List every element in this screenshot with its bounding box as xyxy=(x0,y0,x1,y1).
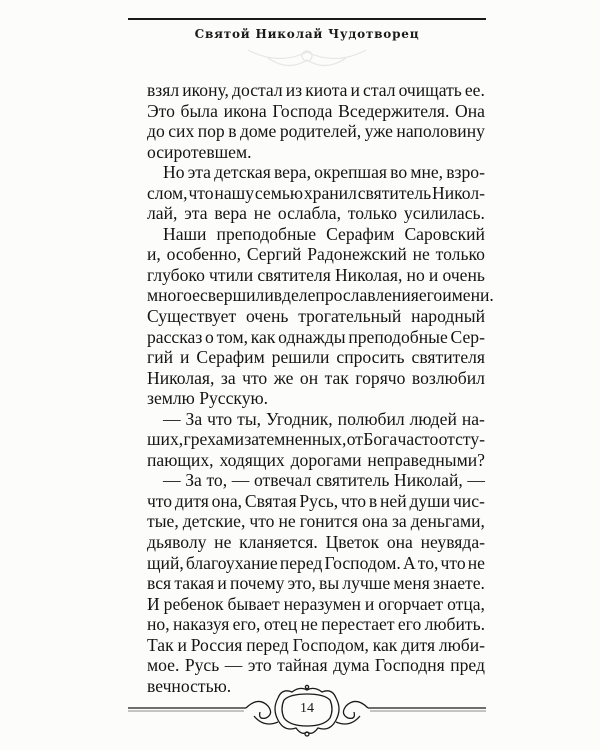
word: неправедными? xyxy=(367,449,485,470)
word: что xyxy=(249,511,275,532)
word: но xyxy=(406,264,425,285)
text-line xyxy=(147,594,485,615)
header-title: Святой Николай Чудотворец xyxy=(194,27,420,41)
word: отвечал xyxy=(253,470,312,491)
word: вера xyxy=(214,203,247,224)
text-line xyxy=(147,162,485,183)
word: то, xyxy=(206,470,228,491)
word: ее. xyxy=(464,80,485,100)
word: многое xyxy=(147,285,200,306)
word: ших, xyxy=(147,429,184,450)
word: щий, xyxy=(147,552,184,573)
word: но, xyxy=(147,614,170,635)
word: Русь xyxy=(184,655,220,676)
text-line xyxy=(147,80,485,101)
header-rule xyxy=(128,18,486,20)
text-line xyxy=(147,655,485,676)
word: что xyxy=(207,408,233,429)
word: и xyxy=(180,347,190,368)
word: только xyxy=(435,244,485,265)
word: отец xyxy=(263,614,298,635)
word: такая xyxy=(174,573,215,594)
word: и xyxy=(217,573,227,594)
word: Николая, xyxy=(147,367,215,388)
word: огорчает xyxy=(378,593,444,614)
word: Но xyxy=(163,162,185,183)
word: За xyxy=(185,470,202,491)
word: не xyxy=(278,511,296,532)
word: семью xyxy=(254,182,303,203)
text-line xyxy=(147,203,485,224)
word: пор xyxy=(197,121,225,142)
word: лучше xyxy=(342,573,391,594)
text-line xyxy=(147,614,485,635)
word: что xyxy=(188,182,214,203)
text-line xyxy=(147,511,485,532)
word: меня xyxy=(393,573,430,594)
word: любить. xyxy=(424,614,485,635)
word: уже xyxy=(364,121,393,142)
word: том, xyxy=(216,326,249,347)
word: Никол- xyxy=(431,182,485,203)
word: святителя xyxy=(257,264,331,285)
text-line xyxy=(147,573,485,594)
word: дитя xyxy=(174,490,209,511)
word: деле xyxy=(282,285,316,306)
word: вера, xyxy=(273,162,311,183)
word: во xyxy=(390,162,408,183)
word: — xyxy=(467,470,485,491)
text-line: землю Русскую. xyxy=(147,388,269,409)
text-line xyxy=(147,470,485,491)
word: ты, xyxy=(237,408,262,429)
word: о xyxy=(205,326,214,347)
word: прославления xyxy=(315,285,419,306)
word: икона xyxy=(223,100,267,121)
word: наполовину xyxy=(396,121,485,142)
word: Наши xyxy=(163,223,207,244)
page-footer xyxy=(128,684,486,740)
word: и, xyxy=(147,244,161,265)
word: благоухание xyxy=(185,552,278,573)
word: святитель xyxy=(316,470,390,491)
word: Саровский xyxy=(404,223,485,244)
word: перед xyxy=(279,552,323,573)
word: родителей, xyxy=(279,121,362,142)
text-line xyxy=(147,429,485,450)
word: стал xyxy=(363,80,396,100)
word: Угодник, xyxy=(266,408,333,429)
text-line xyxy=(147,450,485,471)
word: на- xyxy=(461,408,485,429)
word: гонится xyxy=(299,511,358,532)
word: дитя xyxy=(401,634,436,655)
word: Святая xyxy=(244,490,297,511)
word: он xyxy=(299,367,319,388)
word: слом, xyxy=(147,182,188,203)
word: отсту- xyxy=(438,429,485,450)
word: не xyxy=(253,203,272,224)
word: очищать xyxy=(398,80,462,100)
text-line xyxy=(147,224,485,245)
word: пред xyxy=(450,655,485,676)
word: хранил xyxy=(303,182,357,203)
header-ornament-icon xyxy=(128,44,486,76)
word: его xyxy=(418,285,443,306)
word: икону, xyxy=(182,80,229,100)
text-line xyxy=(147,635,485,656)
word: Существует xyxy=(147,306,237,327)
word: Бога xyxy=(363,429,398,450)
word: народный xyxy=(411,306,485,327)
word: же xyxy=(273,367,294,388)
word: особенно, xyxy=(166,244,242,265)
word: Вседержителя. xyxy=(338,100,450,121)
word: в xyxy=(368,490,378,511)
word: усилилась. xyxy=(403,203,485,224)
word: так xyxy=(324,367,349,388)
word: это, xyxy=(287,573,316,594)
word: и xyxy=(350,80,360,100)
word: и xyxy=(428,264,439,285)
body-text xyxy=(147,80,494,696)
text-line xyxy=(147,306,485,327)
word: очень xyxy=(442,264,485,285)
word: Николай, xyxy=(394,470,463,491)
word: — xyxy=(163,470,181,491)
word: не xyxy=(467,552,485,573)
word: преподобные xyxy=(348,326,448,347)
page-number: 14 xyxy=(300,701,314,716)
word: затемненных, xyxy=(244,429,347,450)
word: знаете. xyxy=(433,573,485,594)
word: и xyxy=(177,634,187,655)
text-line xyxy=(147,285,494,306)
word: решили xyxy=(271,347,330,368)
word: Господом. xyxy=(324,552,401,573)
word: как xyxy=(250,326,276,347)
word: И xyxy=(147,593,160,614)
word: это xyxy=(247,655,272,676)
word: возлюбил xyxy=(411,367,485,388)
word: однажды xyxy=(278,326,346,347)
word: ней xyxy=(380,490,407,511)
word: А xyxy=(402,552,416,573)
word: была xyxy=(180,100,218,121)
text-line xyxy=(147,368,485,389)
word: в xyxy=(273,285,283,306)
word: тые, xyxy=(147,511,179,532)
word: нашу xyxy=(214,182,254,203)
word: тайная xyxy=(277,655,328,676)
word: деньгами, xyxy=(410,511,485,532)
word: от xyxy=(346,429,363,450)
text-line xyxy=(147,101,485,122)
word: неразумен xyxy=(283,593,361,614)
word: Господня xyxy=(374,655,445,676)
word: что xyxy=(242,367,268,388)
word: детская xyxy=(214,162,271,183)
word: ребенок xyxy=(163,593,224,614)
word: только xyxy=(347,203,398,224)
word: не xyxy=(214,532,232,553)
word: имени. xyxy=(442,285,494,306)
text-line xyxy=(147,532,485,553)
word: окрепшая xyxy=(314,162,387,183)
word: святителя xyxy=(411,347,485,368)
word: За xyxy=(185,408,203,429)
word: очень xyxy=(245,306,289,327)
word: эта xyxy=(187,162,211,183)
word: Так xyxy=(147,634,174,655)
word: взял xyxy=(147,80,180,100)
word: Серафим xyxy=(326,223,395,244)
word: людей xyxy=(409,408,457,429)
word: отца, xyxy=(447,593,485,614)
word: Цветок xyxy=(325,532,380,553)
word: Это xyxy=(147,100,175,121)
word: она xyxy=(386,532,413,553)
word: неувяда- xyxy=(420,532,485,553)
word: как xyxy=(372,634,398,655)
word: достал xyxy=(232,80,283,100)
word: Русь, xyxy=(299,490,339,511)
word: часто xyxy=(397,429,439,450)
word: свершили xyxy=(199,285,274,306)
word: доме xyxy=(239,121,277,142)
word: пающих, xyxy=(147,449,214,470)
word: в xyxy=(228,121,237,142)
word: за xyxy=(220,367,236,388)
word: гий xyxy=(147,347,174,368)
word: — xyxy=(163,408,181,429)
word: не xyxy=(412,244,430,265)
word: полюбил xyxy=(337,408,405,429)
text-line: вечностью. xyxy=(147,675,232,696)
word: кланяется. xyxy=(239,532,318,553)
word: из xyxy=(285,80,303,100)
word: Господа xyxy=(272,100,333,121)
word: мое. xyxy=(147,655,180,676)
word: вы xyxy=(319,573,340,594)
word: рассказ xyxy=(147,326,203,347)
word: дума xyxy=(333,655,370,676)
text-line xyxy=(147,121,485,142)
text-line xyxy=(147,409,485,430)
running-header xyxy=(128,18,486,76)
text-line xyxy=(147,265,485,286)
text-line xyxy=(147,244,485,265)
word: Россия xyxy=(190,634,243,655)
word: ходящих xyxy=(219,449,285,470)
word: сих xyxy=(168,121,195,142)
word: Серафим xyxy=(196,347,265,368)
word: до xyxy=(147,121,165,142)
text-line xyxy=(147,491,485,512)
word: глубоко xyxy=(147,264,205,285)
word: Радонежский xyxy=(307,244,407,265)
word: его xyxy=(397,614,422,635)
word: что xyxy=(147,490,173,511)
word: — xyxy=(224,655,243,676)
word: дорогами xyxy=(290,449,362,470)
word: чтили xyxy=(209,264,254,285)
word: перестает xyxy=(321,614,395,635)
text-line xyxy=(147,327,485,348)
word: она, xyxy=(211,490,243,511)
text-line xyxy=(147,553,485,574)
word: наказуя xyxy=(172,614,230,635)
word: горячо xyxy=(355,367,406,388)
word: киота xyxy=(305,80,348,100)
word: что xyxy=(440,552,466,573)
word: Она xyxy=(455,100,485,121)
text-line xyxy=(147,347,485,368)
text-line: осиротевшем. xyxy=(147,141,252,162)
word: то, xyxy=(417,552,439,573)
word: почему xyxy=(230,573,285,594)
word: ослабла, xyxy=(277,203,341,224)
word: люби- xyxy=(438,634,485,655)
word: его, xyxy=(232,614,261,635)
word: святитель xyxy=(357,182,432,203)
word: перед xyxy=(246,634,289,655)
word: чис- xyxy=(452,490,485,511)
word: трогательный xyxy=(298,306,402,327)
word: за xyxy=(391,511,407,532)
word: грехами xyxy=(183,429,245,450)
word: взро- xyxy=(446,162,485,183)
word: детские, xyxy=(182,511,246,532)
word: не xyxy=(300,614,318,635)
word: спросить xyxy=(336,347,405,368)
word: лай, xyxy=(147,203,178,224)
word: и xyxy=(364,593,375,614)
word: — xyxy=(231,470,250,491)
word: Сер- xyxy=(450,326,485,347)
word: Господом, xyxy=(292,634,369,655)
word: эта xyxy=(184,203,208,224)
word: дьяволу xyxy=(147,532,207,553)
word: мне, xyxy=(410,162,444,183)
word: вся xyxy=(147,573,172,594)
word: бывает xyxy=(227,593,280,614)
word: что xyxy=(340,490,367,511)
word: души xyxy=(409,490,451,511)
word: она xyxy=(361,511,388,532)
word: преподобные xyxy=(216,223,317,244)
word: Сергий xyxy=(246,244,302,265)
word: Николая, xyxy=(334,264,403,285)
text-line xyxy=(147,183,485,204)
